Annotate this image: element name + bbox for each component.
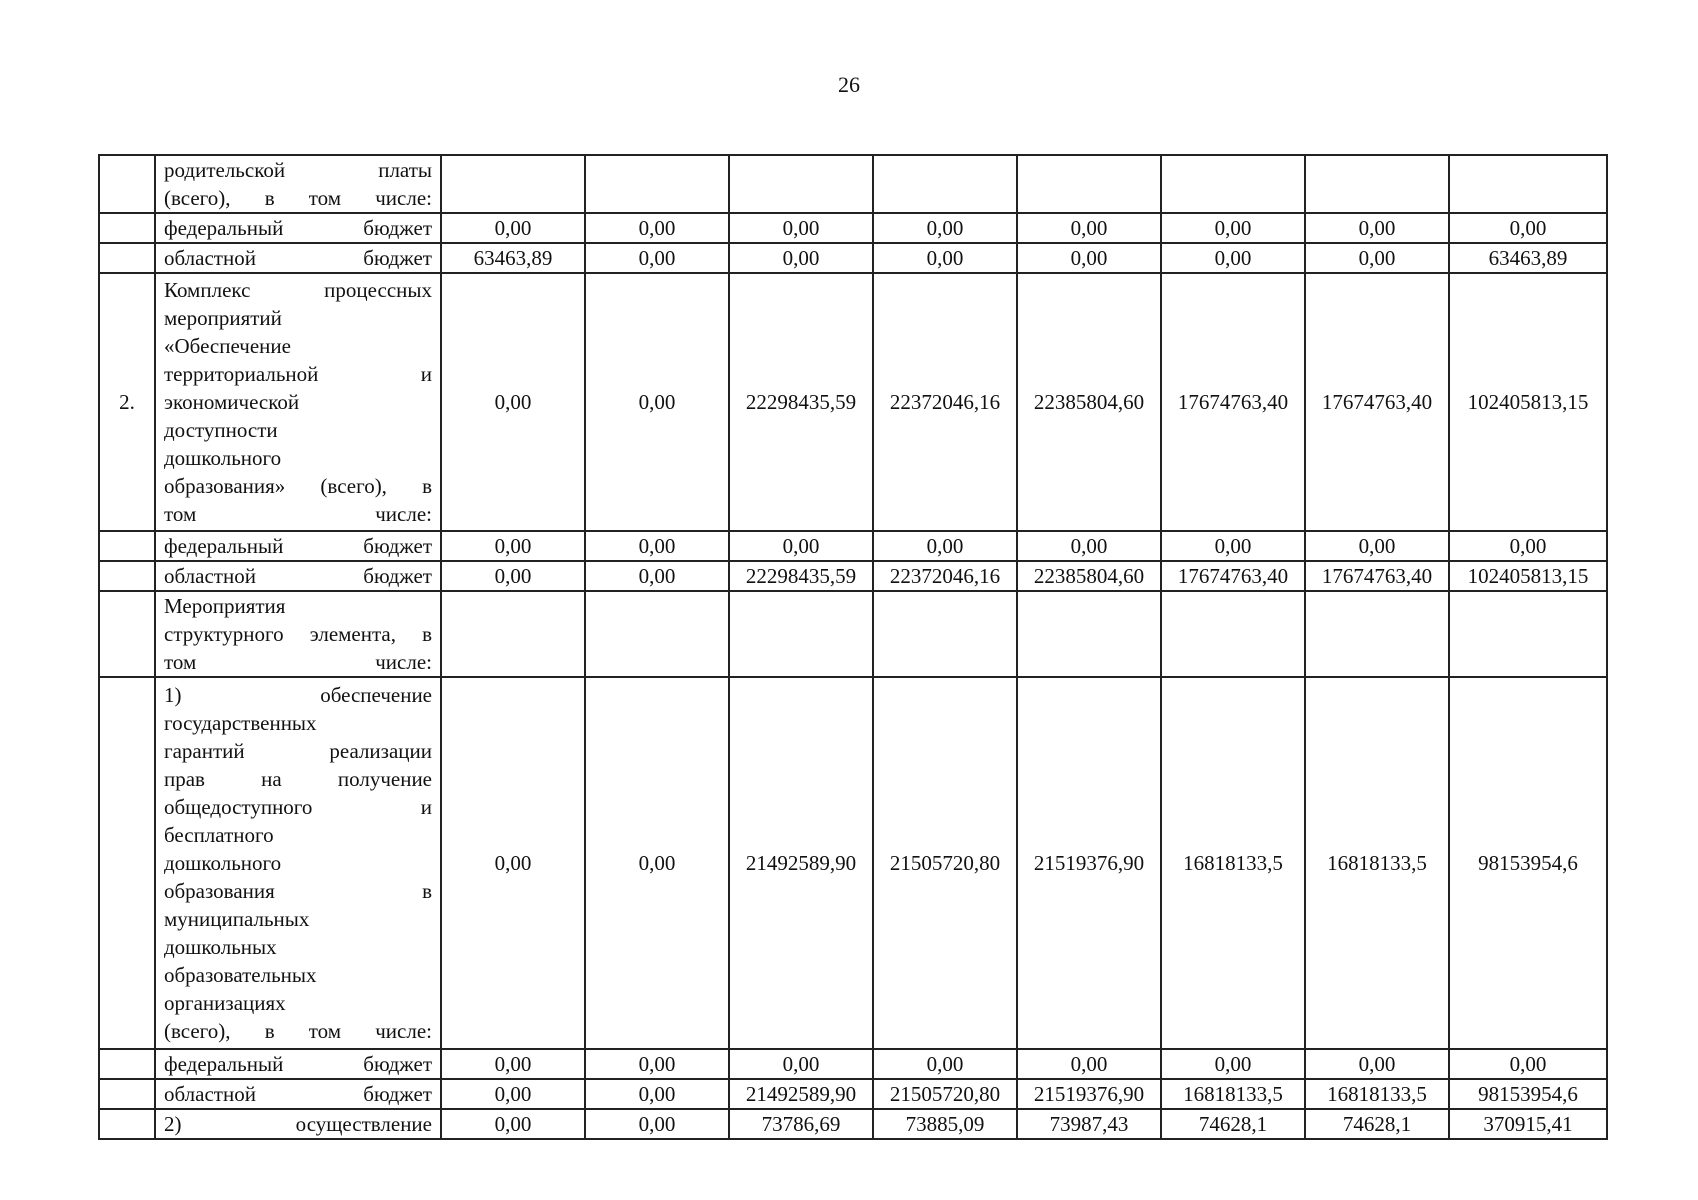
row-label-line: государственных	[164, 711, 317, 735]
row-number-cell	[99, 1109, 155, 1139]
value-cell: 22372046,16	[873, 561, 1017, 591]
value-cell: 0,00	[873, 243, 1017, 273]
table-row	[99, 677, 1607, 1049]
value-cell: 102405813,15	[1449, 273, 1607, 531]
value-cell	[1161, 155, 1305, 213]
table-row	[99, 591, 1607, 677]
row-label-line: «Обеспечение	[164, 334, 291, 358]
table-row	[99, 273, 1607, 531]
row-label-line: дошкольного	[164, 446, 282, 470]
value-cell: 0,00	[585, 531, 729, 561]
value-cell: 73987,43	[1017, 1109, 1161, 1139]
value-cell: 0,00	[1305, 243, 1449, 273]
value-cell: 0,00	[441, 213, 585, 243]
row-number-cell	[99, 1079, 155, 1109]
row-label-line: Мероприятия	[164, 594, 286, 618]
row-label-cell	[155, 213, 441, 243]
value-cell: 0,00	[1161, 531, 1305, 561]
table-row	[99, 243, 1607, 273]
value-cell	[585, 591, 729, 677]
value-cell	[1449, 155, 1607, 213]
value-cell	[585, 155, 729, 213]
value-cell	[729, 591, 873, 677]
row-label-line: организациях	[164, 991, 286, 1015]
value-cell	[1017, 591, 1161, 677]
value-cell	[873, 591, 1017, 677]
value-cell: 0,00	[441, 561, 585, 591]
row-label-line: том числе:	[164, 650, 432, 674]
row-label-line: прав на получение	[164, 767, 432, 791]
value-cell: 0,00	[585, 1109, 729, 1139]
value-cell: 0,00	[585, 273, 729, 531]
table-row	[99, 155, 1607, 213]
row-number-cell	[99, 561, 155, 591]
value-cell: 74628,1	[1305, 1109, 1449, 1139]
value-cell: 0,00	[1305, 1049, 1449, 1079]
value-cell: 0,00	[441, 677, 585, 1049]
value-cell: 22385804,60	[1017, 561, 1161, 591]
table-row	[99, 1079, 1607, 1109]
value-cell: 0,00	[441, 1049, 585, 1079]
value-cell: 21492589,90	[729, 1079, 873, 1109]
row-number-cell	[99, 677, 155, 1049]
value-cell: 17674763,40	[1305, 273, 1449, 531]
row-label-line: мероприятий	[164, 306, 282, 330]
row-label-line: экономической	[164, 390, 300, 414]
row-label-line: федеральный бюджет	[164, 1052, 432, 1076]
row-label-line: дошкольных	[164, 935, 277, 959]
value-cell: 0,00	[585, 1049, 729, 1079]
row-label-cell	[155, 561, 441, 591]
value-cell: 21505720,80	[873, 1079, 1017, 1109]
row-label-line: родительской платы	[164, 158, 432, 182]
value-cell: 22385804,60	[1017, 273, 1161, 531]
table-row	[99, 1049, 1607, 1079]
row-label-cell	[155, 243, 441, 273]
value-cell: 98153954,6	[1449, 677, 1607, 1049]
value-cell: 0,00	[1017, 1049, 1161, 1079]
value-cell: 98153954,6	[1449, 1079, 1607, 1109]
value-cell: 16818133,5	[1305, 677, 1449, 1049]
row-label-line: 2) осуществление	[164, 1112, 432, 1136]
value-cell	[1305, 591, 1449, 677]
value-cell	[441, 155, 585, 213]
value-cell: 0,00	[1161, 243, 1305, 273]
value-cell: 0,00	[441, 531, 585, 561]
row-number-cell	[99, 1049, 155, 1079]
table-row	[99, 561, 1607, 591]
value-cell: 0,00	[873, 531, 1017, 561]
value-cell: 16818133,5	[1161, 1079, 1305, 1109]
value-cell: 63463,89	[1449, 243, 1607, 273]
value-cell: 21519376,90	[1017, 677, 1161, 1049]
value-cell: 17674763,40	[1161, 561, 1305, 591]
row-label-cell	[155, 677, 441, 1049]
row-label-line: областной бюджет	[164, 246, 432, 270]
row-label-cell	[155, 591, 441, 677]
row-label-line: бесплатного	[164, 823, 274, 847]
value-cell: 17674763,40	[1161, 273, 1305, 531]
value-cell: 0,00	[585, 561, 729, 591]
row-label-line: Комплекс процессных	[164, 278, 432, 302]
row-label-cell	[155, 1109, 441, 1139]
value-cell: 63463,89	[441, 243, 585, 273]
value-cell: 0,00	[1449, 531, 1607, 561]
row-label-line: (всего), в том числе:	[164, 186, 432, 210]
value-cell: 0,00	[585, 213, 729, 243]
row-label-line: (всего), в том числе:	[164, 1019, 432, 1043]
row-label-line: муниципальных	[164, 907, 310, 931]
row-label-cell	[155, 531, 441, 561]
value-cell: 0,00	[1017, 531, 1161, 561]
value-cell: 21492589,90	[729, 677, 873, 1049]
value-cell: 22372046,16	[873, 273, 1017, 531]
row-label-line: структурного элемента, в	[164, 622, 432, 646]
row-label-line: том числе:	[164, 502, 432, 526]
value-cell	[873, 155, 1017, 213]
value-cell	[1017, 155, 1161, 213]
row-label-cell	[155, 155, 441, 213]
row-label-cell	[155, 1049, 441, 1079]
value-cell: 16818133,5	[1305, 1079, 1449, 1109]
value-cell: 17674763,40	[1305, 561, 1449, 591]
value-cell: 0,00	[873, 213, 1017, 243]
table-row	[99, 1109, 1607, 1139]
row-label-line: гарантий реализации	[164, 739, 432, 763]
page-number: 26	[838, 72, 860, 97]
value-cell: 0,00	[1305, 531, 1449, 561]
row-label-line: образования» (всего), в	[164, 474, 432, 498]
value-cell	[441, 591, 585, 677]
value-cell: 0,00	[441, 1079, 585, 1109]
value-cell: 0,00	[1161, 1049, 1305, 1079]
row-number-cell	[99, 531, 155, 561]
value-cell: 0,00	[729, 243, 873, 273]
value-cell: 22298435,59	[729, 273, 873, 531]
row-label-cell	[155, 273, 441, 531]
row-label-line: федеральный бюджет	[164, 534, 432, 558]
row-label-line: общедоступного и	[164, 795, 432, 819]
value-cell	[1161, 591, 1305, 677]
value-cell: 0,00	[873, 1049, 1017, 1079]
row-label-line: образовательных	[164, 963, 317, 987]
value-cell: 102405813,15	[1449, 561, 1607, 591]
value-cell: 0,00	[585, 1079, 729, 1109]
value-cell: 22298435,59	[729, 561, 873, 591]
value-cell: 16818133,5	[1161, 677, 1305, 1049]
value-cell: 21505720,80	[873, 677, 1017, 1049]
row-label-line: доступности	[164, 418, 278, 442]
row-number-cell	[99, 155, 155, 213]
table-row	[99, 213, 1607, 243]
row-number-cell: 2.	[99, 273, 155, 531]
value-cell: 74628,1	[1161, 1109, 1305, 1139]
value-cell	[729, 155, 873, 213]
value-cell	[1449, 591, 1607, 677]
row-label-line: федеральный бюджет	[164, 216, 432, 240]
value-cell: 0,00	[441, 273, 585, 531]
value-cell: 0,00	[1017, 243, 1161, 273]
table-row	[99, 531, 1607, 561]
value-cell	[1305, 155, 1449, 213]
row-label-line: областной бюджет	[164, 1082, 432, 1106]
row-label-cell	[155, 1079, 441, 1109]
value-cell: 0,00	[729, 1049, 873, 1079]
row-number-cell	[99, 213, 155, 243]
value-cell: 21519376,90	[1017, 1079, 1161, 1109]
value-cell: 0,00	[585, 243, 729, 273]
value-cell: 0,00	[1161, 213, 1305, 243]
value-cell: 73786,69	[729, 1109, 873, 1139]
row-label-line: дошкольного	[164, 851, 282, 875]
row-number-cell	[99, 243, 155, 273]
value-cell: 0,00	[1449, 213, 1607, 243]
row-label-line: территориальной и	[164, 362, 432, 386]
value-cell: 0,00	[1017, 213, 1161, 243]
value-cell: 0,00	[729, 213, 873, 243]
row-label-line: областной бюджет	[164, 564, 432, 588]
row-label-line: 1) обеспечение	[164, 683, 432, 707]
row-label-line: образования в	[164, 879, 432, 903]
value-cell: 0,00	[585, 677, 729, 1049]
value-cell: 0,00	[1449, 1049, 1607, 1079]
value-cell: 0,00	[1305, 213, 1449, 243]
value-cell: 370915,41	[1449, 1109, 1607, 1139]
value-cell: 0,00	[729, 531, 873, 561]
budget-table	[98, 154, 1608, 1140]
row-number-cell	[99, 591, 155, 677]
value-cell: 73885,09	[873, 1109, 1017, 1139]
value-cell: 0,00	[441, 1109, 585, 1139]
